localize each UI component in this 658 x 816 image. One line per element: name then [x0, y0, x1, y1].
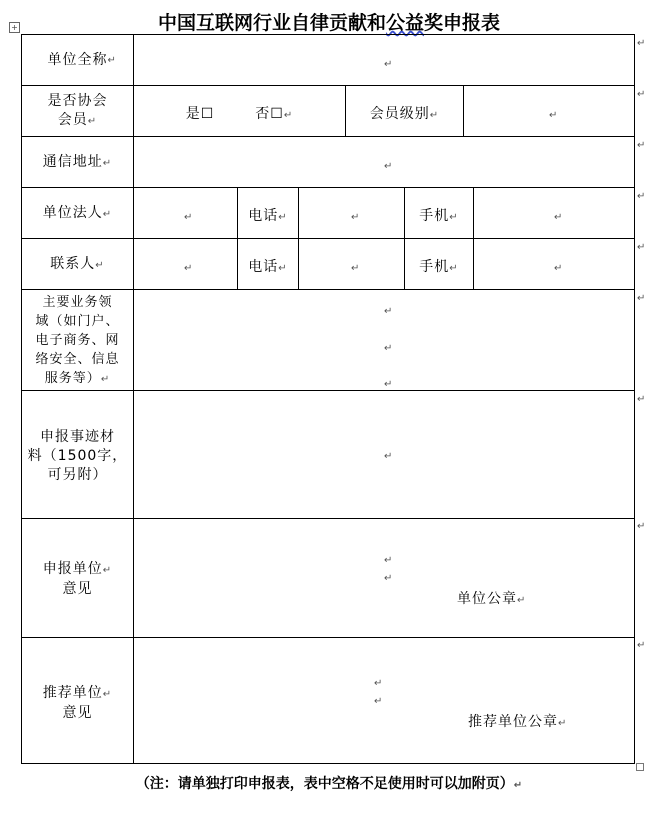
address-field[interactable]: ↵ — [384, 161, 393, 172]
unit-seal-label: 单位公章↵ — [457, 591, 527, 607]
contact-field[interactable]: ↵ — [184, 263, 193, 274]
page-title: 中国互联网行业自律贡献和公益奖申报表 — [157, 12, 501, 34]
legal-rep-phone-field[interactable]: ↵ — [351, 212, 360, 223]
materials-label: 申报事迹材 料（1500字， 可另附） — [27, 429, 128, 483]
member-label: 是否协会 会员↵ — [47, 93, 108, 128]
materials-field[interactable]: ↵ — [384, 451, 393, 462]
business-field[interactable]: ↵ ↵ ↵ — [384, 306, 393, 390]
footnote: （注：请单独打印申报表，表中空格不足使用时可以加附页）↵ — [135, 776, 523, 792]
legal-rep-field[interactable]: ↵ — [184, 212, 193, 223]
legal-rep-mobile-field[interactable]: ↵ — [554, 212, 563, 223]
address-label: 通信地址↵ — [42, 154, 113, 170]
table-resize-handle[interactable] — [636, 763, 644, 771]
contact-label: 联系人↵ — [50, 256, 105, 272]
contact-phone-label: 电话↵ — [248, 259, 288, 275]
member-level-field[interactable]: ↵ — [549, 110, 558, 121]
contact-mobile-label: 手机↵ — [419, 259, 459, 275]
recommender-opinion-field[interactable]: ↵ ↵ 推荐单位公章↵ — [374, 678, 568, 730]
legal-rep-mobile-label: 手机↵ — [419, 208, 459, 224]
member-level-label: 会员级别↵ — [369, 106, 440, 122]
unit-name-field[interactable]: ↵ — [384, 59, 393, 70]
member-choice[interactable]: 是☐ 否☐↵ — [185, 106, 294, 122]
member-no-checkbox[interactable]: 否☐ — [255, 106, 284, 122]
contact-phone-field[interactable]: ↵ — [351, 263, 360, 274]
recommender-opinion-label: 推荐单位↵ 意见 — [42, 685, 113, 721]
member-yes-checkbox[interactable]: 是☐ — [185, 106, 215, 122]
business-label: 主要业务领 域（如门户、 电子商务、网 络安全、信息 服务等）↵ — [35, 295, 120, 386]
unit-opinion-field[interactable]: ↵ ↵ 单位公章↵ — [384, 555, 527, 607]
unit-name-label: 单位全称 ↵ — [47, 52, 117, 68]
legal-rep-phone-label: 电话↵ — [248, 208, 288, 224]
contact-mobile-field[interactable]: ↵ — [554, 263, 563, 274]
unit-opinion-label: 申报单位↵ 意见 — [42, 561, 113, 597]
legal-rep-label: 单位法人↵ — [42, 205, 113, 221]
recommender-seal-label: 推荐单位公章↵ — [468, 714, 568, 730]
table-move-handle[interactable]: + — [9, 22, 20, 33]
